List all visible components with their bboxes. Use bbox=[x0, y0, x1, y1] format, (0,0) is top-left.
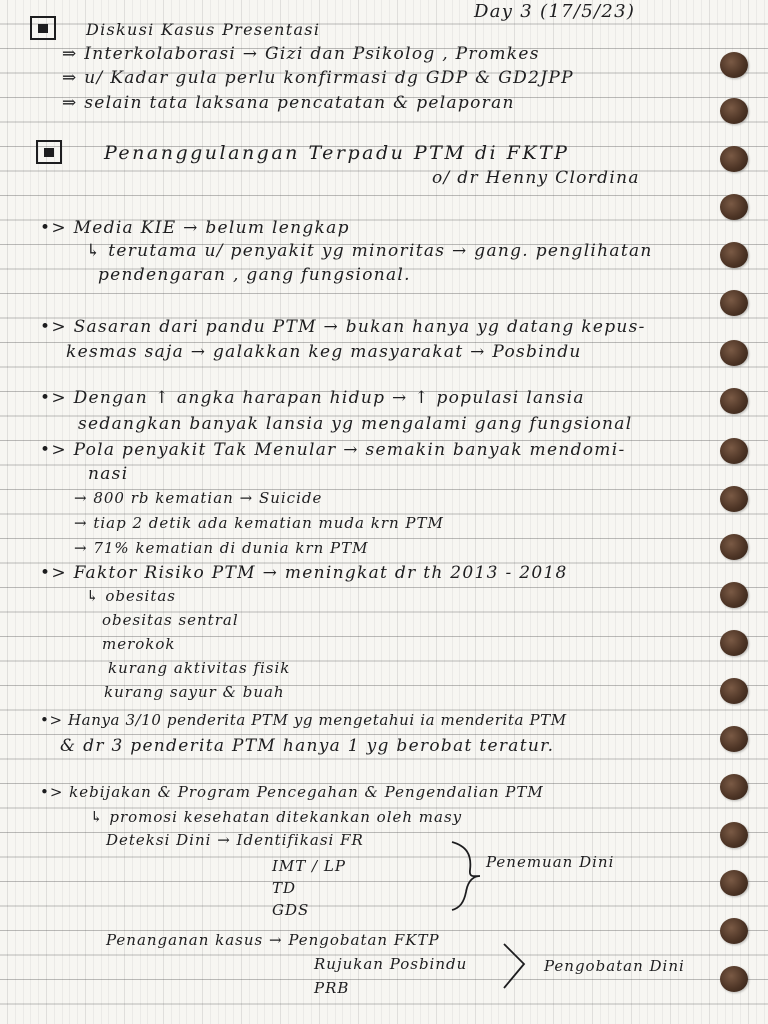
note-line: ↳ terutama u/ penyakit yg minoritas → gang. penglihatan bbox=[86, 241, 653, 261]
binder-hole bbox=[720, 146, 748, 172]
section-author: o/ dr Henny Clordina bbox=[432, 168, 640, 188]
binder-hole bbox=[720, 822, 748, 848]
note-line: GDS bbox=[272, 901, 310, 919]
binder-hole bbox=[720, 438, 748, 464]
note-line: Penanganan kasus → Pengobatan FKTP bbox=[106, 931, 440, 949]
note-line: •> Sasaran dari pandu PTM → bukan hanya yg datang kepus- bbox=[40, 317, 646, 337]
note-line: •> Media KIE → belum lengkap bbox=[40, 218, 350, 238]
note-line: sedangkan banyak lansia yg mengalami gang fungsional bbox=[78, 414, 633, 434]
note-line: IMT / LP bbox=[272, 857, 346, 875]
binder-hole bbox=[720, 290, 748, 316]
note-line: Rujukan Posbindu bbox=[314, 955, 468, 973]
binder-hole bbox=[720, 582, 748, 608]
note-line: •> Hanya 3/10 penderita PTM yg mengetahui ia menderita PTM bbox=[40, 711, 567, 729]
note-line: Deteksi Dini → Identifikasi FR bbox=[106, 831, 364, 849]
note-line: •> kebijakan & Program Pencegahan & Pengendalian PTM bbox=[40, 783, 544, 801]
note-line: ↳ promosi kesehatan ditekankan oleh masy bbox=[90, 808, 463, 826]
note-line: •> Faktor Risiko PTM → meningkat dr th 2013 - 2018 bbox=[40, 563, 568, 583]
note-line: PRB bbox=[314, 979, 350, 997]
page-date: Day 3 (17/5/23) bbox=[474, 1, 636, 22]
binder-hole bbox=[720, 918, 748, 944]
note-line: kesmas saja → galakkan keg masyarakat → Posbindu bbox=[66, 342, 582, 362]
section-checkbox-icon bbox=[36, 140, 62, 164]
binder-hole bbox=[720, 870, 748, 896]
binder-hole bbox=[720, 678, 748, 704]
binder-hole bbox=[720, 630, 748, 656]
binder-holes bbox=[720, 46, 754, 1006]
note-line: ⇒ u/ Kadar gula perlu konfirmasi dg GDP & GD2JPP bbox=[62, 68, 574, 88]
binder-hole bbox=[720, 242, 748, 268]
binder-hole bbox=[720, 966, 748, 992]
note-line: → 71% kematian di dunia krn PTM bbox=[74, 539, 369, 557]
binder-hole bbox=[720, 774, 748, 800]
binder-hole bbox=[720, 388, 748, 414]
brace-icon bbox=[500, 942, 530, 990]
binder-hole bbox=[720, 486, 748, 512]
note-line: ↳ obesitas bbox=[86, 587, 177, 605]
binder-hole bbox=[720, 98, 748, 124]
note-line: merokok bbox=[102, 635, 176, 653]
note-line: & dr 3 penderita PTM hanya 1 yg berobat teratur. bbox=[60, 736, 555, 756]
section-checkbox-icon bbox=[30, 16, 56, 40]
binder-hole bbox=[720, 194, 748, 220]
note-line: ⇒ Interkolaborasi → Gizi dan Psikolog , Promkes bbox=[62, 44, 540, 64]
note-line: •> Pola penyakit Tak Menular → semakin banyak mendomi- bbox=[40, 440, 626, 460]
section-title-diskusi: Diskusi Kasus Presentasi bbox=[86, 20, 321, 39]
binder-hole bbox=[720, 726, 748, 752]
note-line: •> Dengan ↑ angka harapan hidup → ↑ populasi lansia bbox=[40, 388, 585, 408]
note-line: → tiap 2 detik ada kematian muda krn PTM bbox=[74, 514, 444, 532]
note-line: nasi bbox=[88, 464, 129, 484]
note-line: kurang aktivitas fisik bbox=[108, 659, 291, 677]
note-line: TD bbox=[272, 879, 297, 897]
binder-hole bbox=[720, 340, 748, 366]
section-title-penanggulangan: Penanggulangan Terpadu PTM di FKTP bbox=[104, 142, 570, 164]
note-line: Pengobatan Dini bbox=[544, 957, 685, 975]
note-line: pendengaran , gang fungsional. bbox=[98, 265, 411, 285]
note-line: obesitas sentral bbox=[102, 611, 239, 629]
binder-hole bbox=[720, 52, 748, 78]
note-line: kurang sayur & buah bbox=[104, 683, 285, 701]
binder-hole bbox=[720, 534, 748, 560]
note-line: ⇒ selain tata laksana pencatatan & pelaporan bbox=[62, 93, 515, 113]
note-line: Penemuan Dini bbox=[486, 853, 615, 871]
note-line: → 800 rb kematian → Suicide bbox=[74, 489, 323, 507]
brace-icon bbox=[448, 840, 484, 912]
